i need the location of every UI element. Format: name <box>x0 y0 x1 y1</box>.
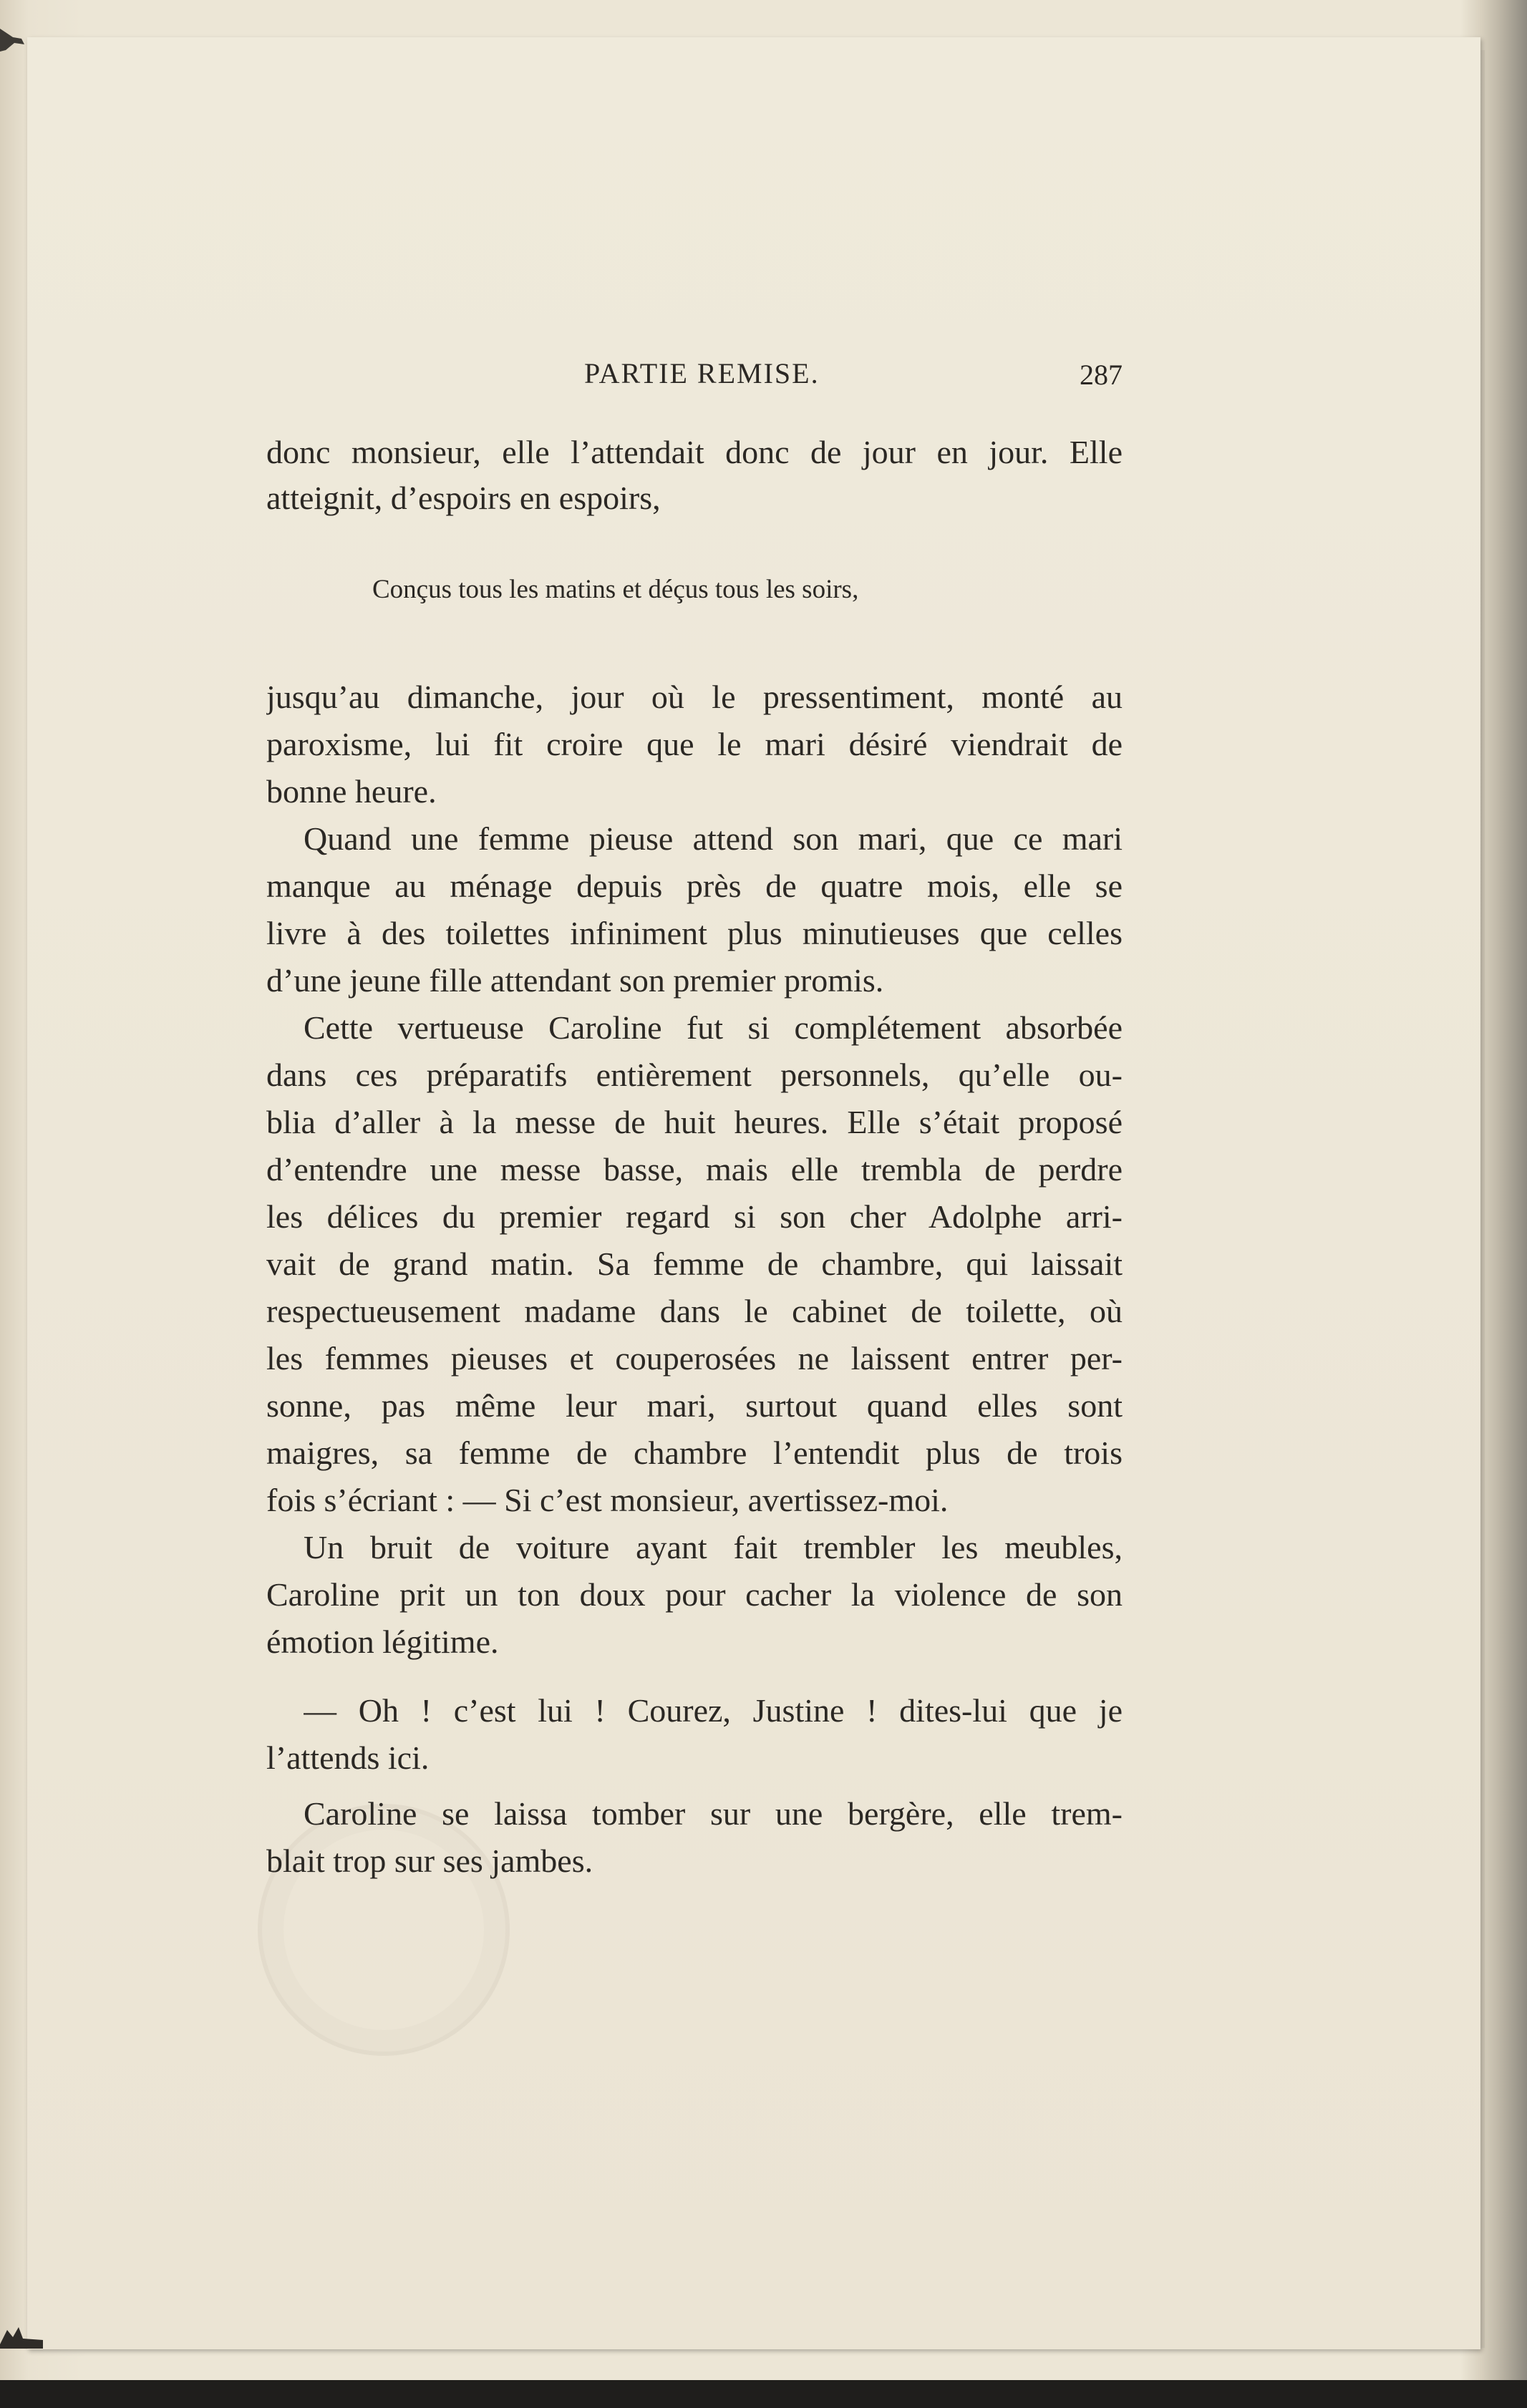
text-line: bonne heure. <box>266 773 437 810</box>
text-line: paroxisme, lui fit croire que le mari désiré viendrait de <box>266 726 1123 762</box>
text-line: Caroline se laissa tomber sur une bergère, elle trem- <box>304 1795 1123 1832</box>
text-line: respectueusement madame dans le cabinet de toilette, où <box>266 1293 1123 1329</box>
binding-corner-mark-icon <box>0 2323 43 2351</box>
text-line: Cette vertueuse Caroline fut si complétement absorbée <box>304 1009 1123 1046</box>
text-line: Un bruit de voiture ayant fait trembler les meubles, <box>304 1529 1123 1565</box>
text-line: donc monsieur, elle l’attendait donc de jour en jour. Elle <box>266 434 1123 470</box>
text-line: vait de grand matin. Sa femme de chambre, qui laissait <box>266 1246 1123 1282</box>
text-line: maigres, sa femme de chambre l’entendit plus de trois <box>266 1434 1123 1471</box>
text-line: les femmes pieuses et couperosées ne laissent entrer per- <box>266 1340 1123 1377</box>
running-head: PARTIE REMISE. <box>584 357 820 389</box>
page-number: 287 <box>1080 359 1123 391</box>
text-line: jusqu’au dimanche, jour où le pressentiment, monté au <box>266 679 1123 715</box>
text-line: livre à des toilettes infiniment plus minutieuses que celles <box>266 915 1123 951</box>
text-line: blia d’aller à la messe de huit heures. Elle s’était proposé <box>266 1104 1123 1140</box>
binding-corner-mark-icon <box>0 29 29 57</box>
text-line: émotion légitime. <box>266 1623 499 1660</box>
text-line: Caroline prit un ton doux pour cacher la violence de son <box>266 1576 1123 1613</box>
verse-quotation: Conçus tous les matins et déçus tous les soirs, <box>372 575 859 604</box>
text-line: Quand une femme pieuse attend son mari, que ce mari <box>304 820 1123 857</box>
text-line: dans ces préparatifs entièrement personnels, qu’elle ou- <box>266 1057 1123 1093</box>
text-line: atteignit, d’espoirs en espoirs, <box>266 480 661 516</box>
text-line: fois s’écriant : — Si c’est monsieur, avertissez-moi. <box>266 1482 949 1518</box>
text-line: d’une jeune fille attendant son premier promis. <box>266 962 884 999</box>
text-line: manque au ménage depuis près de quatre mois, elle se <box>266 868 1123 904</box>
text-line: les délices du premier regard si son cher Adolphe arri- <box>266 1198 1123 1235</box>
text-line: — Oh ! c’est lui ! Courez, Justine ! dites-lui que je <box>304 1692 1123 1729</box>
text-line: d’entendre une messe basse, mais elle trembla de perdre <box>266 1151 1123 1188</box>
text-line: l’attends ici. <box>266 1739 430 1776</box>
text-line: sonne, pas même leur mari, surtout quand elles sont <box>266 1387 1123 1424</box>
scan-bottom-edge <box>0 2380 1527 2408</box>
text-line: blait trop sur ses jambes. <box>266 1843 593 1879</box>
